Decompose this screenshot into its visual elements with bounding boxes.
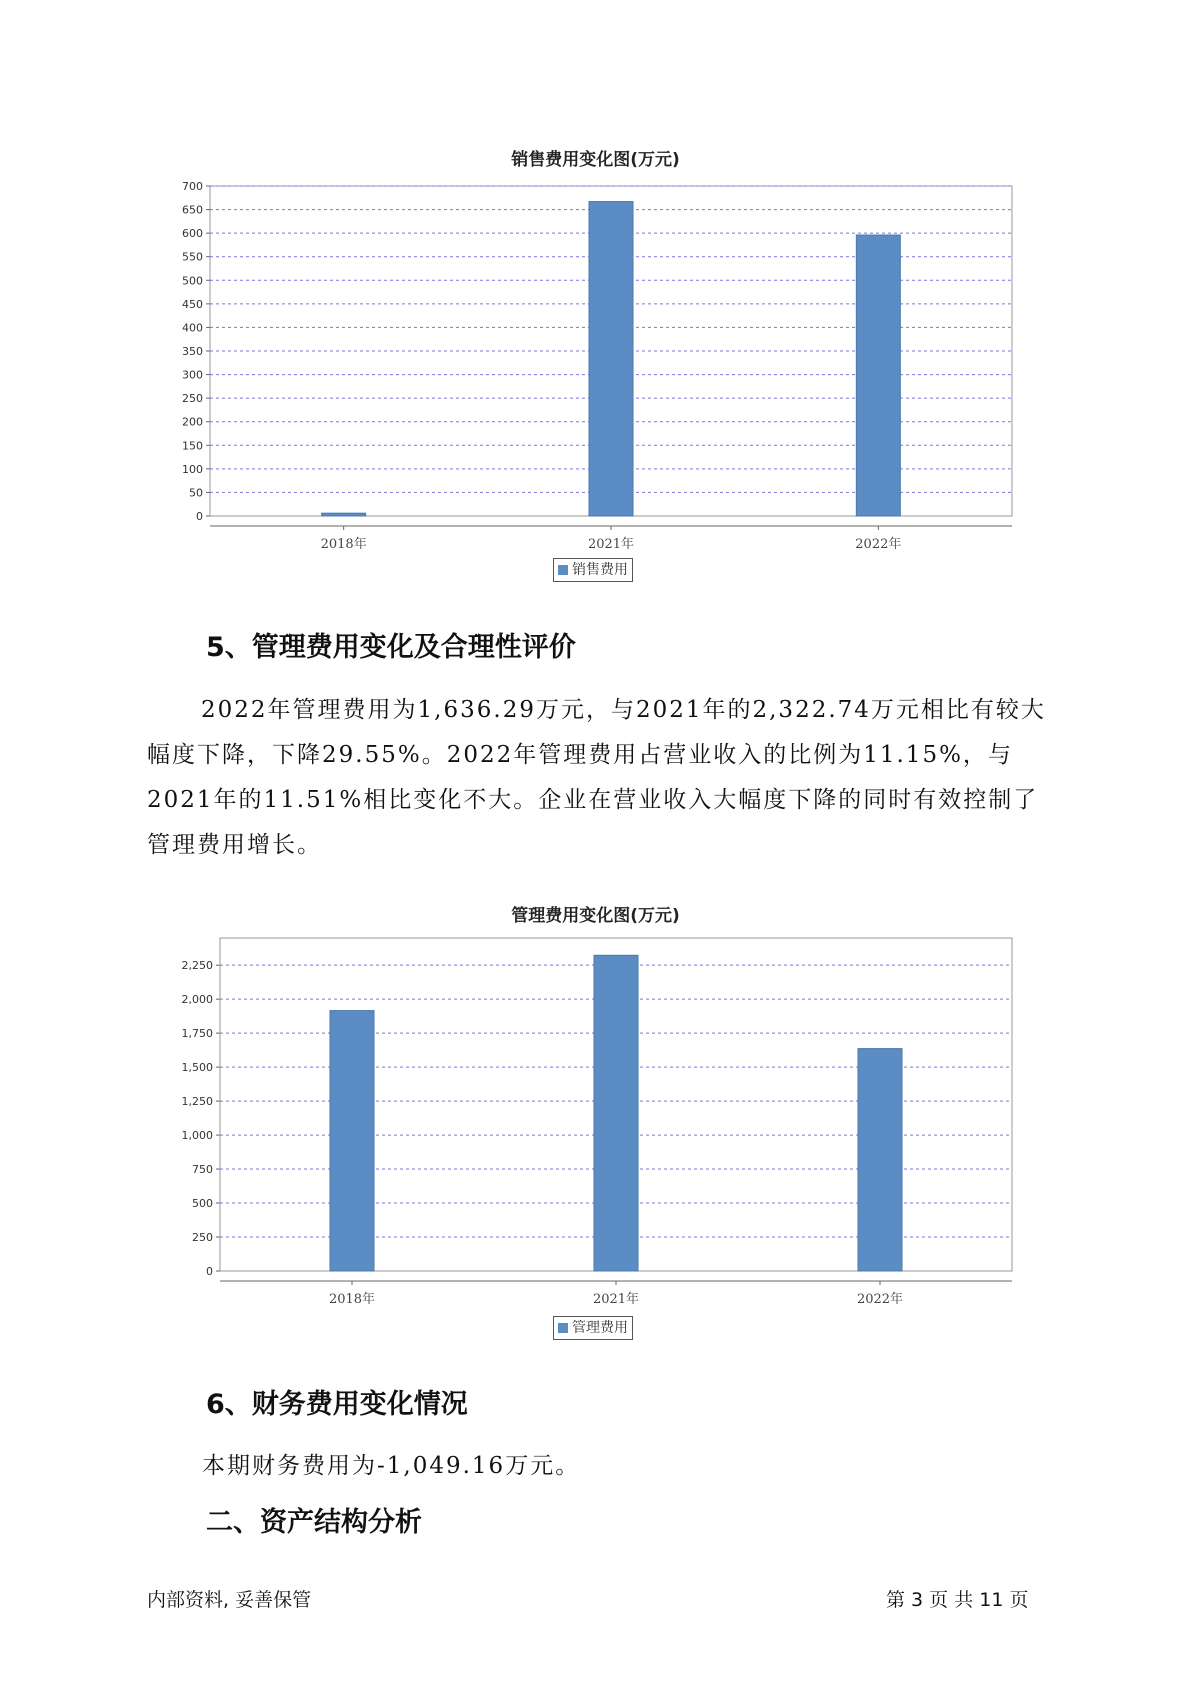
y-tick-label: 0 — [196, 510, 203, 523]
legend-swatch — [558, 565, 568, 575]
sales-expense-chart — [0, 170, 1191, 550]
y-tick-label: 750 — [192, 1163, 213, 1177]
chart-title-admin-expense: 管理费用变化图(万元) — [511, 906, 680, 926]
legend-label: 管理费用 — [572, 1320, 628, 1336]
y-tick-label: 0 — [206, 1265, 213, 1278]
y-tick-label: 650 — [182, 203, 203, 217]
y-tick-label: 1,750 — [181, 1027, 213, 1041]
x-tick-label: 2018年 — [328, 1292, 376, 1307]
bar-2021年 — [589, 202, 633, 516]
chart-title-sales-expense: 销售费用变化图(万元) — [511, 150, 680, 170]
y-tick-label: 2,250 — [181, 959, 213, 973]
chart-legend-sales-expense — [553, 558, 633, 582]
footer-page-number: 第 3 页 共 11 页 — [886, 1589, 1029, 1611]
y-tick-label: 200 — [182, 415, 203, 429]
y-tick-label: 500 — [192, 1197, 213, 1211]
y-tick-label: 450 — [182, 297, 203, 311]
section-6-heading: 6、财务费用变化情况 — [206, 1389, 468, 1420]
y-tick-label: 300 — [182, 368, 203, 382]
y-tick-label: 600 — [182, 227, 203, 241]
y-tick-label: 1,000 — [181, 1129, 213, 1143]
section-6-paragraph: 本期财务费用为-1,049.16万元。 — [202, 1453, 581, 1479]
section-two-heading: 二、资产结构分析 — [206, 1507, 422, 1538]
x-tick-label: 2018年 — [320, 537, 367, 552]
y-tick-label: 1,500 — [181, 1061, 213, 1075]
y-tick-label: 50 — [189, 486, 203, 500]
admin-expense-chart — [0, 930, 1191, 1310]
y-tick-label: 400 — [182, 321, 203, 335]
legend-label: 销售费用 — [572, 562, 628, 578]
y-tick-label: 2,000 — [181, 993, 213, 1007]
y-tick-label: 700 — [182, 180, 203, 193]
bar-2018年 — [322, 513, 366, 516]
y-tick-label: 100 — [182, 462, 203, 476]
y-tick-label: 350 — [182, 345, 203, 358]
x-tick-label: 2022年 — [856, 1292, 904, 1307]
y-tick-label: 250 — [192, 1231, 213, 1245]
x-tick-label: 2021年 — [592, 1292, 640, 1307]
y-tick-label: 500 — [182, 274, 203, 288]
bar-2021年 — [594, 955, 638, 1271]
bar-2018年 — [330, 1011, 374, 1271]
legend-swatch — [558, 1323, 568, 1333]
x-tick-label: 2022年 — [855, 537, 902, 552]
chart-legend-admin-expense — [553, 1316, 633, 1340]
bar-2022年 — [856, 235, 900, 516]
y-tick-label: 150 — [182, 439, 203, 453]
y-tick-label: 250 — [182, 392, 203, 406]
bar-2022年 — [858, 1049, 902, 1271]
section-5-paragraph: 2022年管理费用为1,636.29万元，与2021年的2,322.74万元相比有较大幅度下降，下降29.55%。2022年管理费用占营业收入的比例为11.15%，与2021年的11.51%相比变化不大。企业在营业收入大幅度下降的同时有效控制了管理费用增长。 — [147, 697, 1046, 858]
y-tick-label: 1,250 — [181, 1095, 213, 1109]
footer-left: 内部资料, 妥善保管 — [147, 1589, 312, 1611]
x-tick-label: 2021年 — [587, 537, 635, 552]
y-tick-label: 550 — [182, 250, 203, 264]
section-5-heading: 5、管理费用变化及合理性评价 — [206, 632, 576, 663]
